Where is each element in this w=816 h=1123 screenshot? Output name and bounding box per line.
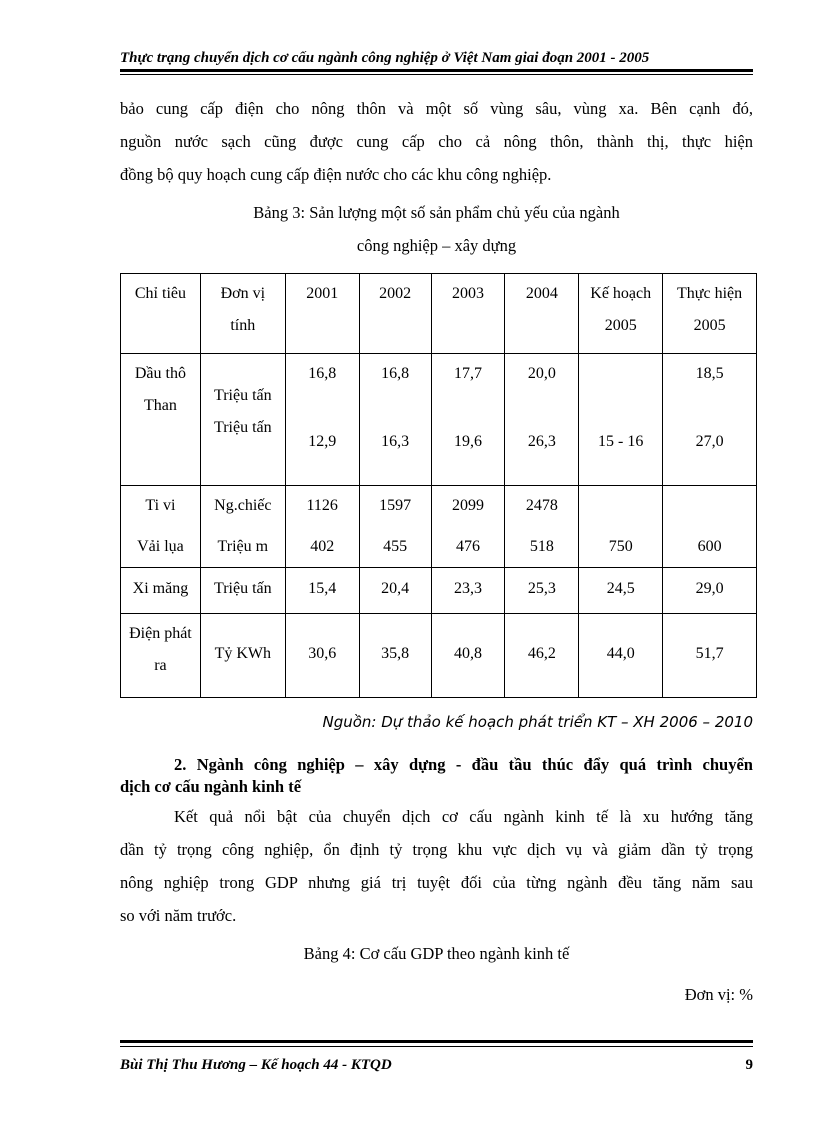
intro-line-2: nguồn nước sạch cũng được cung cấp cho cả nông thôn, thành thị, thực hiện <box>120 132 753 151</box>
table3-source: Nguồn: Dự thảo kế hoạch phát triển KT – XH 2006 – 2010 <box>322 713 753 731</box>
row4-2004: 46,2 <box>505 614 579 698</box>
row4-2001: 30,6 <box>285 614 359 698</box>
section2-line-2: dần tỷ trọng công nghiệp, ổn định tỷ trọng khu vực dịch vụ và giảm dần tỷ trọng <box>120 840 753 859</box>
section2-heading-line1: 2. Ngành công nghiệp – xây dựng - đầu tầu thúc đẩy quá trình chuyển <box>174 755 753 774</box>
section2-heading <box>120 754 753 798</box>
row1-indicator: Dầu thô Than <box>121 354 201 486</box>
intro-paragraph <box>120 92 753 191</box>
row3-actual: 29,0 <box>663 568 757 614</box>
table-row <box>121 614 757 698</box>
header-actual-2005: Thực hiện 2005 <box>663 274 757 354</box>
header-2002: 2002 <box>359 274 431 354</box>
row1-2001: 16,8 12,9 <box>285 354 359 486</box>
header-unit: Đơn vị tính <box>200 274 285 354</box>
footer-rule-thick <box>120 1040 753 1043</box>
footer-author: Bùi Thị Thu Hương – Kế hoạch 44 - KTQD <box>120 1057 392 1073</box>
row4-plan: 44,0 <box>579 614 663 698</box>
table-row <box>121 568 757 614</box>
row2-2002: 1597 455 <box>359 486 431 568</box>
table4-caption: Bảng 4: Cơ cấu GDP theo ngành kinh tế <box>303 944 570 963</box>
running-header: Thực trạng chuyển dịch cơ cấu ngành công nghiệp ở Việt Nam giai đoạn 2001 - 2005 <box>120 50 650 66</box>
header-plan-2005: Kế hoạch 2005 <box>579 274 663 354</box>
row2-2001: 1126 402 <box>285 486 359 568</box>
row4-2003: 40,8 <box>431 614 505 698</box>
section2-line-3: nông nghiệp trong GDP nhưng giá trị tuyệt đối của từng ngành đều tăng năm sau <box>120 873 753 892</box>
table3-caption-line1: Bảng 3: Sản lượng một số sản phẩm chủ yếu của ngành <box>253 203 620 222</box>
row1-actual: 18,5 27,0 <box>663 354 757 486</box>
row2-actual: 600 <box>663 486 757 568</box>
page-number: 9 <box>745 1057 753 1073</box>
header-2003: 2003 <box>431 274 505 354</box>
intro-line-1: bảo cung cấp điện cho nông thôn và một số vùng sâu, vùng xa. Bên cạnh đó, <box>120 99 753 118</box>
row2-2003: 2099 476 <box>431 486 505 568</box>
row3-unit: Triệu tấn <box>200 568 285 614</box>
row4-unit: Tỷ KWh <box>200 614 285 698</box>
section2-line-1: Kết quả nổi bật của chuyển dịch cơ cấu ngành kinh tế là xu hướng tăng <box>174 807 753 826</box>
row3-2004: 25,3 <box>505 568 579 614</box>
row1-plan: 15 - 16 <box>579 354 663 486</box>
row2-indicator: Ti vi Vải lụa <box>121 486 201 568</box>
row4-2002: 35,8 <box>359 614 431 698</box>
section2-heading-line2: dịch cơ cấu ngành kinh tế <box>120 777 302 796</box>
header-indicator: Chỉ tiêu <box>121 274 201 354</box>
production-table <box>120 273 757 698</box>
row2-unit: Ng.chiếc Triệu m <box>200 486 285 568</box>
header-2001: 2001 <box>285 274 359 354</box>
row1-2004: 20,0 26,3 <box>505 354 579 486</box>
table-row <box>121 486 757 568</box>
row3-plan: 24,5 <box>579 568 663 614</box>
row4-actual: 51,7 <box>663 614 757 698</box>
table-header-row <box>121 274 757 354</box>
row3-2003: 23,3 <box>431 568 505 614</box>
header-rule-thick <box>120 69 753 72</box>
row3-indicator: Xi măng <box>121 568 201 614</box>
row3-2002: 20,4 <box>359 568 431 614</box>
header-2004: 2004 <box>505 274 579 354</box>
row2-plan: 750 <box>579 486 663 568</box>
table3-caption-line2: công nghiệp – xây dựng <box>356 236 517 255</box>
row3-2001: 15,4 <box>285 568 359 614</box>
running-footer <box>120 1057 753 1074</box>
footer-rule-thin <box>120 1046 753 1047</box>
row1-unit: Triệu tấn Triệu tấn <box>200 354 285 486</box>
intro-line-3: đồng bộ quy hoạch cung cấp điện nước cho các khu công nghiệp. <box>120 165 552 184</box>
section2-line-4: so với năm trước. <box>120 906 237 925</box>
row1-2002: 16,8 16,3 <box>359 354 431 486</box>
table4-unit-note: Đơn vị: % <box>684 985 753 1004</box>
section2-paragraph <box>120 800 753 932</box>
row4-indicator: Điện phát ra <box>121 614 201 698</box>
table-row <box>121 354 757 486</box>
row1-2003: 17,7 19,6 <box>431 354 505 486</box>
row2-2004: 2478 518 <box>505 486 579 568</box>
header-rule-thin <box>120 74 753 75</box>
